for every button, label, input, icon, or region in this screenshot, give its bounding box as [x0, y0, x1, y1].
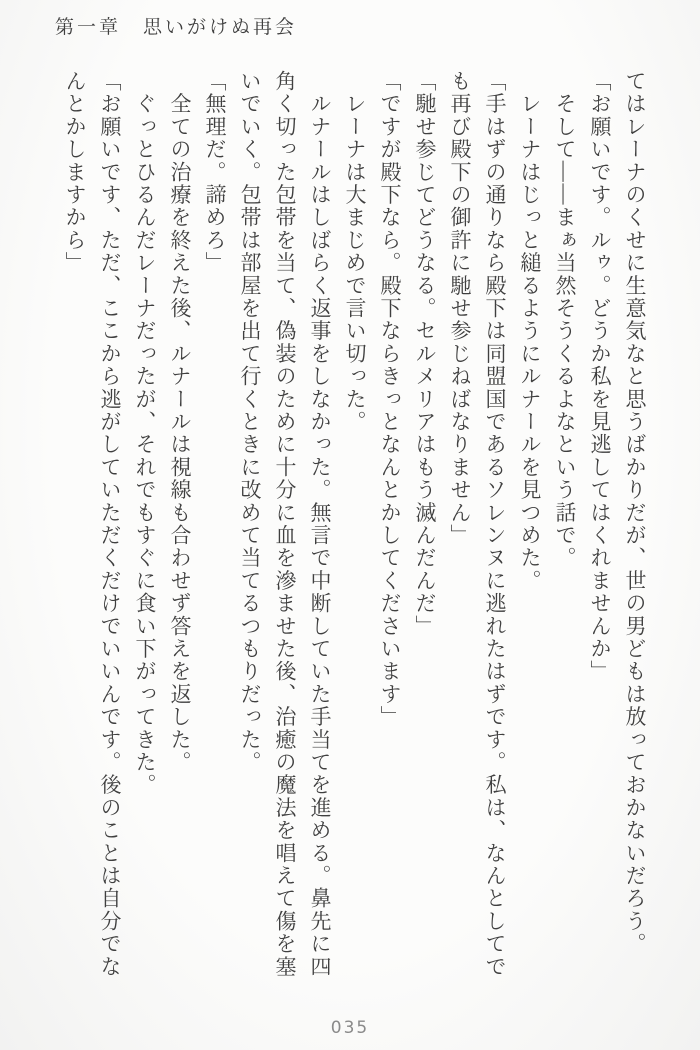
text-column: 全ての治療を終えた後、ルナールは視線も合わせず答えを返した。	[168, 70, 192, 774]
text-column: レーナはじっと縋るようにルナールを見つめた。	[518, 70, 542, 593]
text-column: 角く切った包帯を当て、偽装のために十分に血を滲ませた後、治癒の魔法を唱えて傷を塞	[273, 70, 297, 979]
text-column: ぐっとひるんだレーナだったが、それでもすぐに食い下がってきた。	[133, 70, 157, 797]
text-column: も再び殿下の御許に馳せ参じねばなりません」	[448, 70, 472, 547]
vertical-text-block	[57, 70, 652, 986]
text-column: 「手はずの通りなら殿下は同盟国であるソレンヌに逃れたはずです。私は、なんとしてで	[483, 70, 507, 978]
text-column: 「馳せ参じてどうなる。セルメリアはもう滅んだんだ」	[413, 70, 437, 638]
text-column: 「無理だ。諦めろ」	[203, 70, 227, 275]
text-column: んとかしますから」	[63, 70, 87, 275]
running-head-chapter-title: 第一章 思いがけぬ再会	[55, 17, 298, 38]
text-column: 「ですが殿下なら。殿下ならきっとなんとかしてくださいます」	[378, 70, 402, 729]
text-column: そして――まぁ当然そうくるよなという話で。	[553, 70, 577, 570]
text-column: てはレーナのくせに生意気なと思うばかりだが、世の男どもは放っておかないだろう。	[623, 70, 647, 956]
page-number: 035	[330, 1018, 370, 1038]
text-column: レーナは大まじめで言い切った。	[343, 70, 367, 434]
text-column: 「お願いです、ただ、ここから逃がしていただくだけでいいんです。後のことは自分でな	[98, 70, 122, 978]
text-column: いでいく。包帯は部屋を出て行くときに改めて当てるつもりだった。	[238, 70, 262, 774]
text-column: 「お願いです。ルゥ。どうか私を見逃してはくれませんか」	[588, 70, 612, 683]
text-column: ルナールはしばらく返事をしなかった。無言で中断していた手当てを進める。鼻先に四	[308, 70, 332, 978]
